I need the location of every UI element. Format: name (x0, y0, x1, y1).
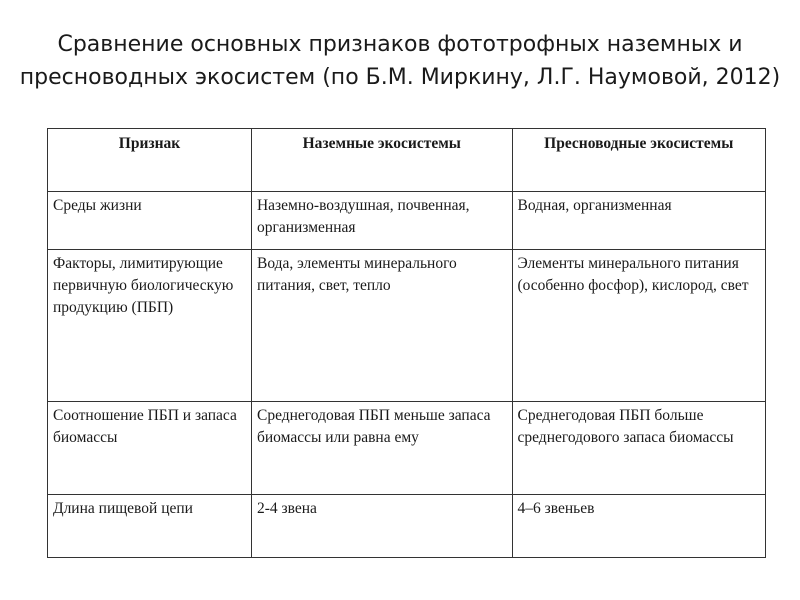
title-line-1: Сравнение основных признаков фототрофных наземных и (57, 32, 743, 57)
cell-feature: Соотношение ПБП и запаса биомассы (48, 402, 252, 495)
table-row (48, 495, 766, 558)
cell-feature: Факторы, лимитирующие первичную биологическую продукцию (ПБП) (48, 250, 252, 402)
cell-terrestrial: 2-4 звена (251, 495, 512, 558)
header-terrestrial: Наземные экосистемы (251, 129, 512, 192)
cell-freshwater: Элементы минерального питания (особенно фосфор), кислород, свет (512, 250, 766, 402)
table-row (48, 250, 766, 402)
cell-terrestrial: Среднегодовая ПБП меньше запаса биомассы или равна ему (251, 402, 512, 495)
cell-freshwater: Среднегодовая ПБП больше среднегодового запаса биомассы (512, 402, 766, 495)
title-line-2: пресноводных экосистем (по Б.М. Миркину, Л.Г. Наумовой, 2012) (19, 65, 781, 90)
cell-freshwater: 4–6 звеньев (512, 495, 766, 558)
cell-freshwater: Водная, организменная (512, 192, 766, 250)
table-row (48, 192, 766, 250)
cell-feature: Среды жизни (48, 192, 252, 250)
header-feature: Признак (48, 129, 252, 192)
cell-terrestrial: Наземно-воздушная, почвенная, организменная (251, 192, 512, 250)
table-header-row (48, 129, 766, 192)
slide-title (0, 28, 800, 94)
table-row (48, 402, 766, 495)
header-freshwater: Пресноводные экосистемы (512, 129, 766, 192)
comparison-table (47, 128, 766, 558)
cell-feature: Длина пищевой цепи (48, 495, 252, 558)
cell-terrestrial: Вода, элементы минерального питания, свет, тепло (251, 250, 512, 402)
